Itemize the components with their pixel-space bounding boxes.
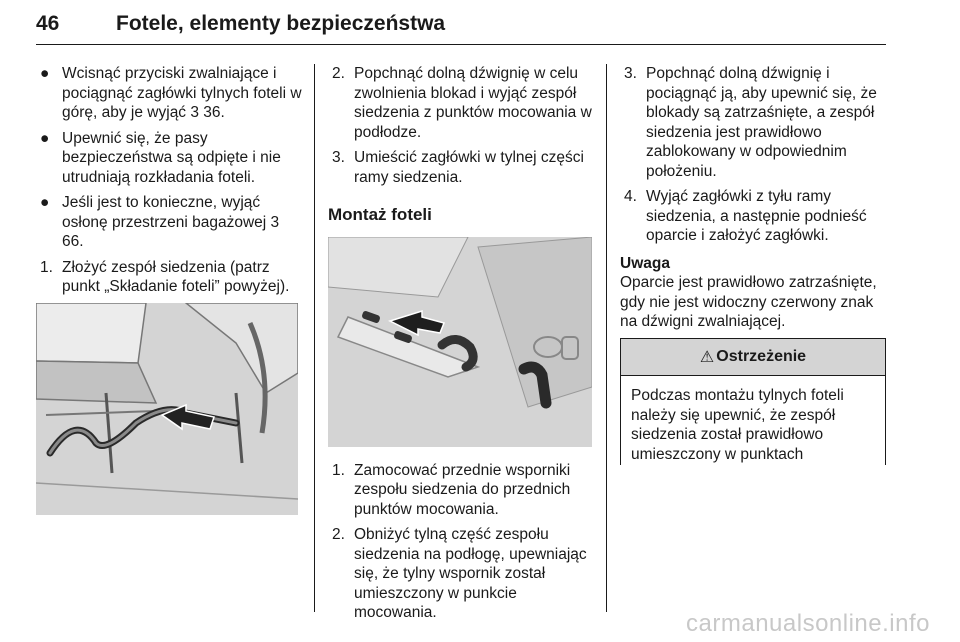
bullet-item	[36, 193, 304, 252]
bullet-icon: ●	[40, 129, 50, 147]
bullet-text: Jeśli jest to konieczne, wyjąć osłonę przestrzeni bagażowej 3 66.	[62, 194, 280, 250]
bullet-icon: ●	[40, 194, 50, 211]
step-number: 2.	[332, 65, 345, 82]
seat-frame-illustration	[36, 303, 298, 515]
bullet-item	[36, 64, 304, 123]
step-text: Popchnąć dolną dźwignię i pociągnąć ją, aby upewnić się, że blokady są zatrzaśnięte, a zespół siedzenia jest prawidłowo zablokowany w odpowiednim położeniu.	[646, 65, 877, 180]
step-item	[620, 64, 886, 181]
page-number: 46	[36, 12, 60, 35]
warning-text: Podczas montażu tylnych foteli należy się upewnić, że zespół siedzenia został prawidłowo umieszczony w punktach	[631, 387, 844, 463]
warning-header	[621, 339, 885, 376]
column-divider	[606, 64, 607, 612]
step-text: Umieścić zagłówki w tylnej części ramy siedzenia.	[354, 149, 584, 186]
step-item	[620, 187, 886, 246]
bullet-text: Wcisnąć przyciski zwalniające i pociągnąć zagłówki tylnych foteli w górę, aby je wyjąć 3 36.	[62, 65, 302, 121]
step-text: Zamocować przednie wsporniki zespołu siedzenia do przednich punktów mocowania.	[354, 461, 571, 518]
step-number: 3.	[624, 65, 637, 82]
step-number: 2.	[332, 526, 345, 543]
warning-box	[620, 338, 886, 465]
note-heading: Uwaga	[620, 254, 670, 272]
bullet-item	[36, 129, 304, 188]
page-title: Fotele, elementy bezpieczeństwa	[116, 12, 446, 35]
step-item	[328, 64, 594, 142]
column-1	[36, 64, 304, 515]
step-number: 3.	[332, 149, 345, 166]
watermark: carmanualsonline.info	[686, 610, 930, 637]
column-3	[620, 64, 886, 332]
step-text: Obniżyć tylną część zespołu siedzenia na podłogę, upewniając się, że tylny wspornik został umieszczony w punkcie mocowania.	[354, 526, 587, 621]
step-number: 1.	[40, 258, 53, 276]
column-divider	[314, 64, 315, 612]
step-item	[328, 461, 594, 520]
column-2	[328, 64, 594, 629]
step-item	[328, 525, 594, 623]
step-number: 4.	[624, 188, 637, 205]
bullet-text: Upewnić się, że pasy bezpieczeństwa są odpięte i nie utrudniają rozkładania foteli.	[62, 129, 281, 186]
step-text: Wyjąć zagłówki z tyłu ramy siedzenia, a następnie podnieść oparcie i założyć zagłówki.	[646, 188, 867, 244]
bullet-icon: ●	[40, 65, 50, 82]
warning-triangle-icon: ⚠	[699, 349, 715, 366]
seat-mount-illustration	[328, 237, 592, 447]
header-rule	[36, 44, 886, 45]
step-number: 1.	[332, 461, 345, 479]
note-text: Oparcie jest prawidłowo zatrzaśnięte, gdy nie jest widoczny czerwony znak na dźwigni zwalniającej.	[620, 274, 877, 330]
step-text: Złożyć zespół siedzenia (patrz punkt „Składanie foteli” powyżej).	[62, 258, 290, 295]
warning-title: Ostrzeżenie	[716, 348, 807, 365]
step-item	[328, 148, 594, 187]
step-text: Popchnąć dolną dźwignię w celu zwolnienia blokad i wyjąć zespół siedzenia z punktów mocowania w podłodze.	[354, 65, 592, 141]
step-item	[36, 258, 304, 297]
section-heading: Montaż foteli	[328, 205, 432, 224]
